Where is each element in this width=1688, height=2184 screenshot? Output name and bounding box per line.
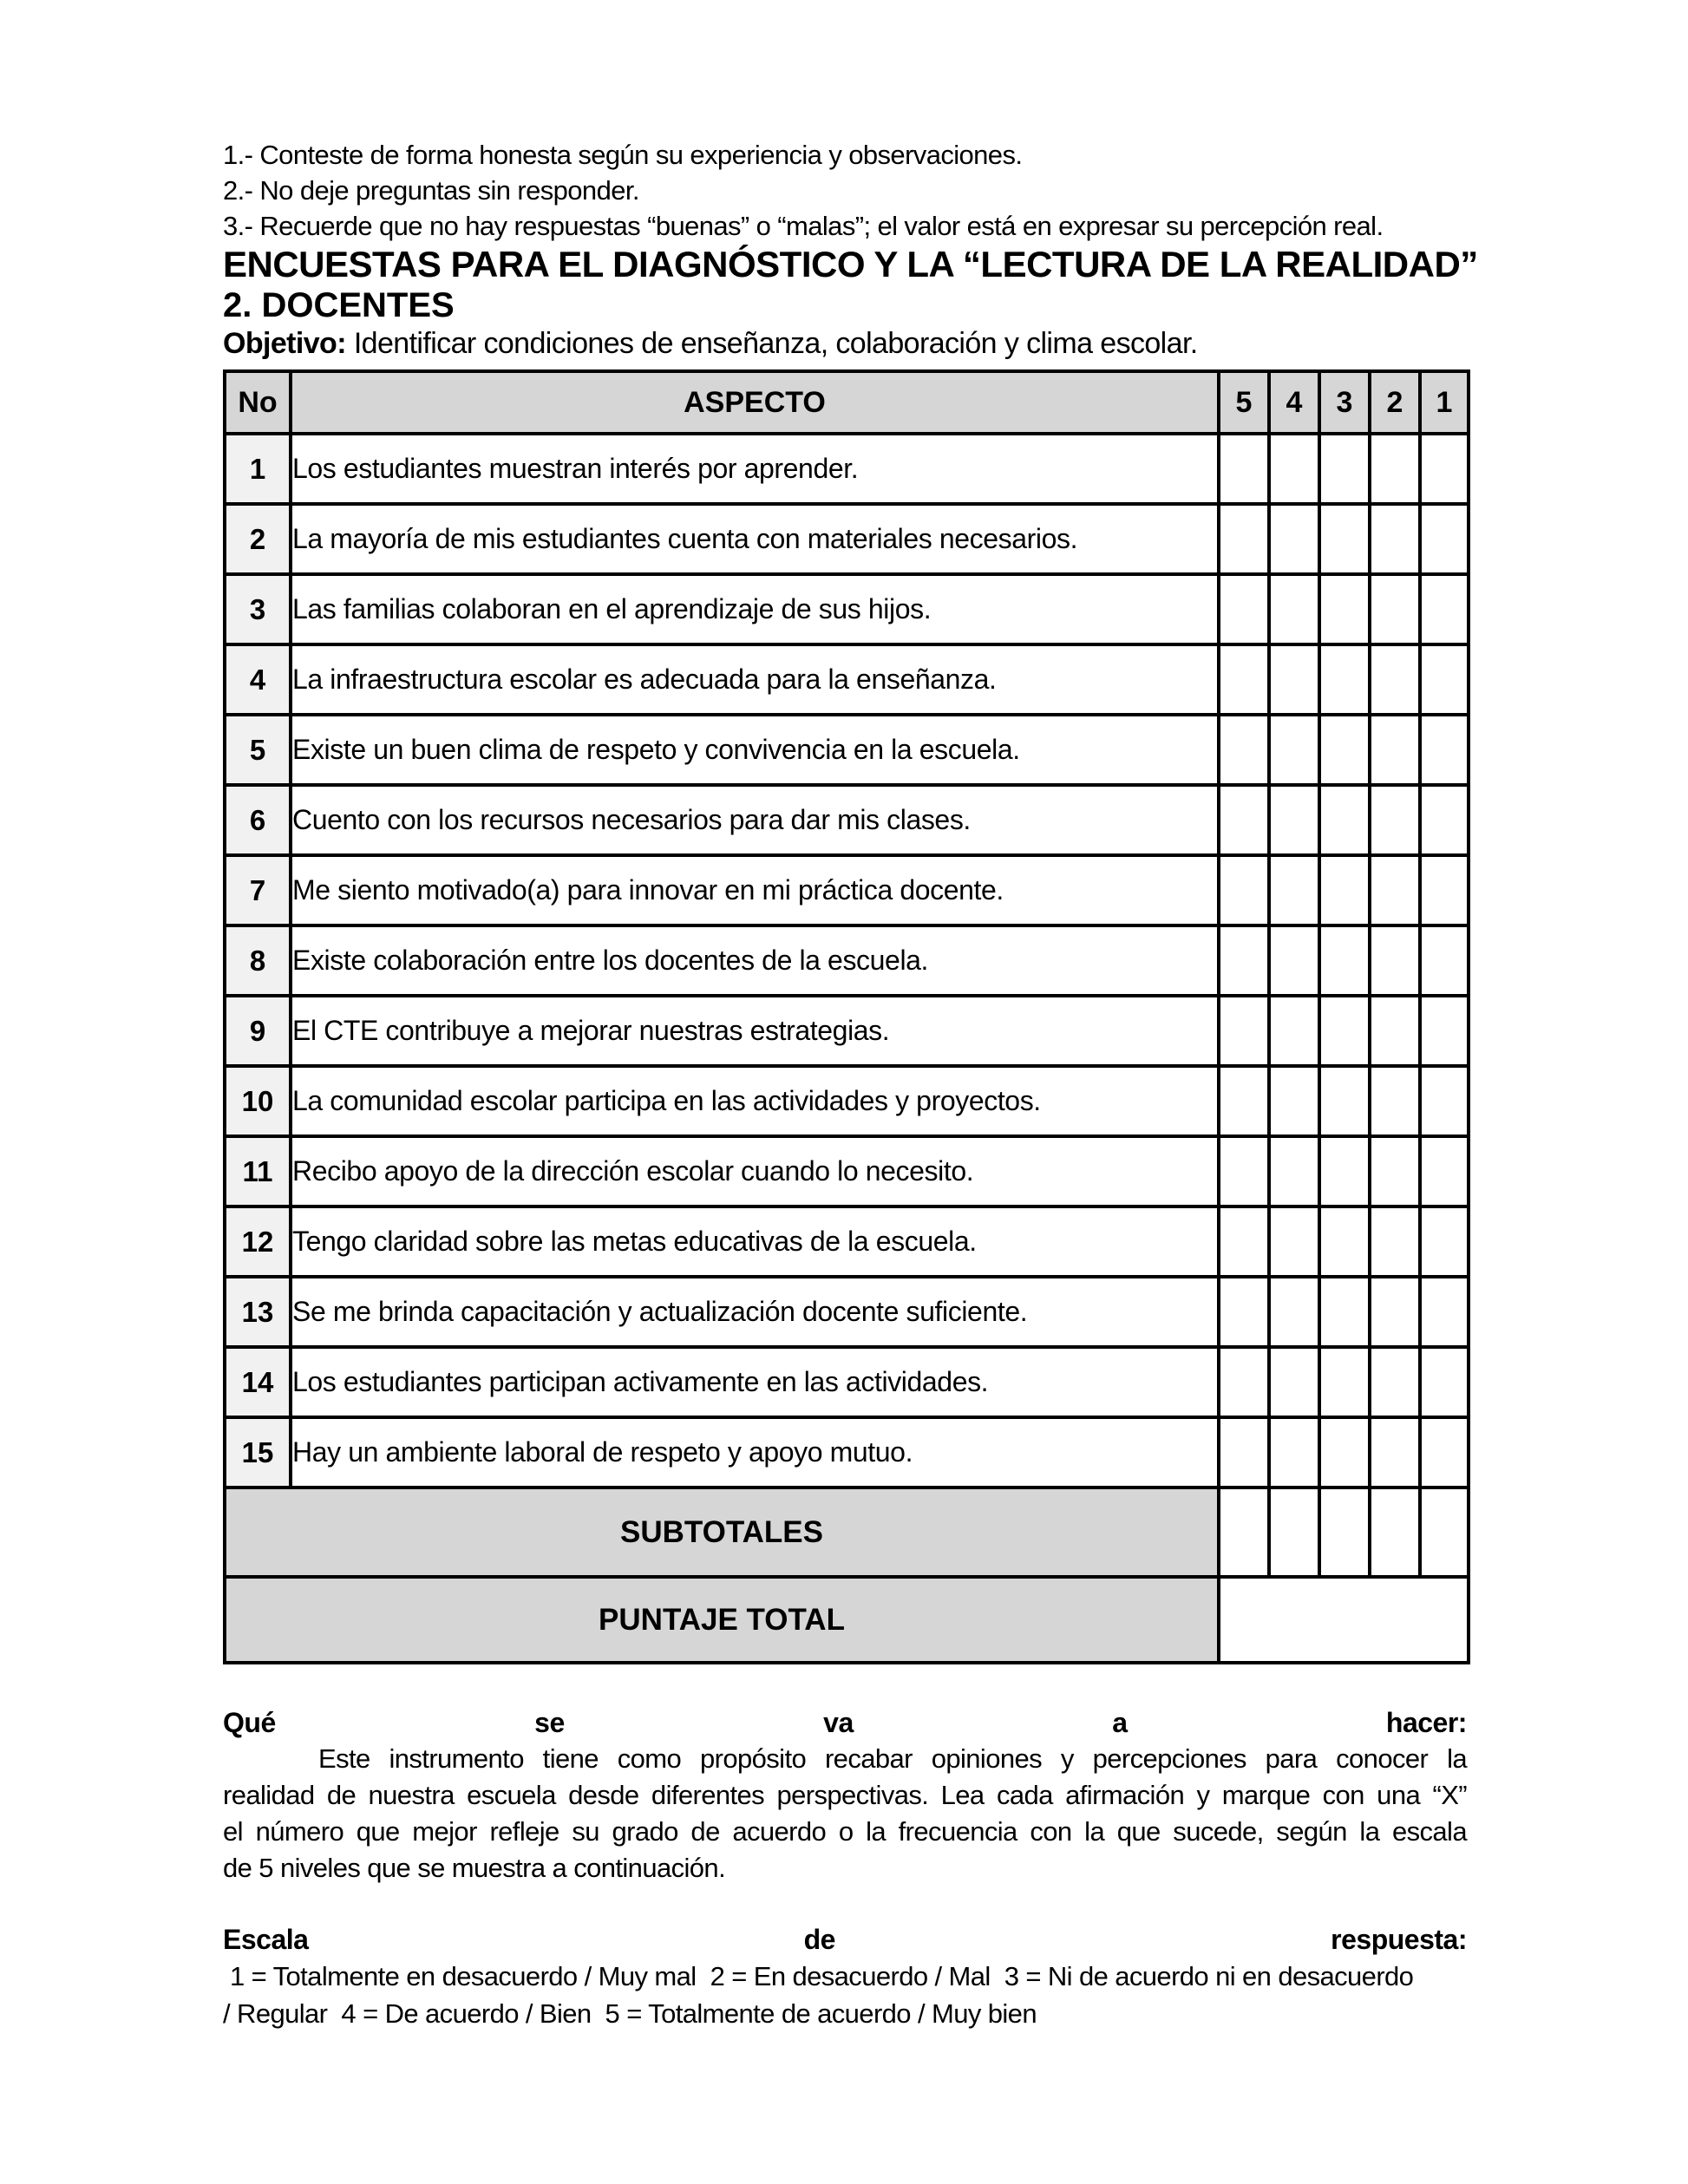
header-rating-2: 2	[1370, 371, 1420, 434]
total-row	[225, 1577, 1469, 1663]
rating-cell	[1319, 1277, 1370, 1347]
row-number: 5	[225, 715, 291, 785]
paragraph-line: de 5 niveles que se muestra a continuación.	[223, 1853, 726, 1883]
subtotal-cell	[1269, 1488, 1319, 1577]
rating-cell	[1420, 504, 1469, 574]
heading-word: de	[803, 1924, 835, 1955]
rating-cell	[1319, 715, 1370, 785]
rating-cell	[1420, 1136, 1469, 1206]
rating-cell	[1370, 1417, 1420, 1488]
rating-cell	[1269, 504, 1319, 574]
rating-cell	[1219, 504, 1269, 574]
table-row	[225, 574, 1469, 644]
heading-word: se	[534, 1707, 565, 1738]
header-rating-5: 5	[1219, 371, 1269, 434]
table-row	[225, 644, 1469, 715]
paragraph-line: el número que mejor refleje su grado de acuerdo o la frecuencia con la que sucede, según la escala	[223, 1816, 1467, 1847]
row-number: 10	[225, 1066, 291, 1136]
rating-cell	[1269, 1206, 1319, 1277]
header-aspecto: ASPECTO	[291, 371, 1219, 434]
rating-cell	[1370, 925, 1420, 996]
table-row	[225, 1277, 1469, 1347]
aspect-text: Existe un buen clima de respeto y convivencia en la escuela.	[291, 715, 1219, 785]
subtotal-cell	[1219, 1488, 1269, 1577]
instruction-line-2: 2.- No deje preguntas sin responder.	[223, 175, 639, 206]
paragraph-line: Este instrumento tiene como propósito recabar opiniones y percepciones para conocer la	[318, 1743, 1467, 1774]
rating-cell	[1420, 434, 1469, 504]
rating-cell	[1219, 785, 1269, 855]
header-rating-1: 1	[1420, 371, 1469, 434]
aspect-text: Los estudiantes participan activamente en las actividades.	[291, 1347, 1219, 1417]
aspect-text: Las familias colaboran en el aprendizaje de sus hijos.	[291, 574, 1219, 644]
objective-text: Identificar condiciones de enseñanza, colaboración y clima escolar.	[353, 327, 1198, 360]
rating-cell	[1219, 1206, 1269, 1277]
aspect-text: Existe colaboración entre los docentes de la escuela.	[291, 925, 1219, 996]
table-row	[225, 1347, 1469, 1417]
rating-cell	[1319, 996, 1370, 1066]
total-label: PUNTAJE TOTAL	[225, 1577, 1219, 1663]
total-score-cell	[1219, 1577, 1469, 1663]
aspect-text: Recibo apoyo de la dirección escolar cuando lo necesito.	[291, 1136, 1219, 1206]
aspect-text: Hay un ambiente laboral de respeto y apoyo mutuo.	[291, 1417, 1219, 1488]
rating-cell	[1219, 1066, 1269, 1136]
rating-cell	[1420, 925, 1469, 996]
rating-cell	[1319, 1347, 1370, 1417]
rating-cell	[1370, 715, 1420, 785]
rating-cell	[1420, 1277, 1469, 1347]
heading-word: va	[823, 1707, 854, 1738]
subtotal-cell	[1370, 1488, 1420, 1577]
row-number: 14	[225, 1347, 291, 1417]
subtotal-cell	[1420, 1488, 1469, 1577]
rating-cell	[1219, 574, 1269, 644]
scale-heading	[223, 1921, 1467, 1958]
rating-cell	[1269, 855, 1319, 925]
subtotals-label: SUBTOTALES	[225, 1488, 1219, 1577]
rating-cell	[1219, 715, 1269, 785]
table-row	[225, 715, 1469, 785]
rating-cell	[1420, 715, 1469, 785]
rating-cell	[1269, 1417, 1319, 1488]
instructions-block	[223, 137, 1467, 244]
rating-cell	[1370, 855, 1420, 925]
rating-cell	[1269, 574, 1319, 644]
rating-cell	[1269, 1136, 1319, 1206]
aspect-text: Tengo claridad sobre las metas educativas de la escuela.	[291, 1206, 1219, 1277]
rating-cell	[1420, 644, 1469, 715]
page-title: ENCUESTAS PARA EL DIAGNÓSTICO Y LA “LECTURA DE LA REALIDAD”	[223, 244, 1478, 284]
table-row	[225, 1417, 1469, 1488]
objective-line	[223, 325, 1467, 363]
row-number: 15	[225, 1417, 291, 1488]
row-number: 4	[225, 644, 291, 715]
rating-cell	[1420, 1066, 1469, 1136]
rating-cell	[1420, 1206, 1469, 1277]
rating-cell	[1269, 1277, 1319, 1347]
subtotals-row	[225, 1488, 1469, 1577]
survey-table	[223, 369, 1470, 1664]
heading-word: a	[1112, 1707, 1128, 1738]
rating-cell	[1219, 1277, 1269, 1347]
rating-cell	[1319, 574, 1370, 644]
rating-cell	[1420, 1417, 1469, 1488]
rating-cell	[1219, 1417, 1269, 1488]
rating-cell	[1269, 1347, 1319, 1417]
rating-cell	[1219, 1136, 1269, 1206]
what-to-do-paragraph	[223, 1741, 1467, 1886]
rating-cell	[1269, 996, 1319, 1066]
table-row	[225, 1136, 1469, 1206]
table-row	[225, 855, 1469, 925]
row-number: 6	[225, 785, 291, 855]
rating-cell	[1319, 1417, 1370, 1488]
row-number: 7	[225, 855, 291, 925]
table-row	[225, 434, 1469, 504]
rating-cell	[1319, 925, 1370, 996]
aspect-text: La comunidad escolar participa en las actividades y proyectos.	[291, 1066, 1219, 1136]
rating-cell	[1219, 644, 1269, 715]
rating-cell	[1269, 1066, 1319, 1136]
aspect-text: El CTE contribuye a mejorar nuestras estrategias.	[291, 996, 1219, 1066]
rating-cell	[1420, 1347, 1469, 1417]
rating-cell	[1420, 574, 1469, 644]
table-row	[225, 996, 1469, 1066]
instruction-line-3: 3.- Recuerde que no hay respuestas “buenas” o “malas”; el valor está en expresar su percepción real.	[223, 211, 1384, 241]
rating-cell	[1219, 855, 1269, 925]
row-number: 3	[225, 574, 291, 644]
paragraph-line: realidad de nuestra escuela desde diferentes perspectivas. Lea cada afirmación y marque con una “X”	[223, 1780, 1467, 1810]
rating-cell	[1370, 996, 1420, 1066]
row-number: 9	[225, 996, 291, 1066]
rating-cell	[1219, 434, 1269, 504]
rating-cell	[1319, 644, 1370, 715]
aspect-text: Cuento con los recursos necesarios para dar mis clases.	[291, 785, 1219, 855]
rating-cell	[1269, 925, 1319, 996]
scale-line: / Regular 4 = De acuerdo / Bien 5 = Totalmente de acuerdo / Muy bien	[223, 1998, 1037, 2029]
rating-cell	[1370, 1277, 1420, 1347]
rating-cell	[1269, 644, 1319, 715]
rating-cell	[1269, 785, 1319, 855]
aspect-text: Se me brinda capacitación y actualización docente suficiente.	[291, 1277, 1219, 1347]
rating-cell	[1319, 1066, 1370, 1136]
rating-cell	[1370, 644, 1420, 715]
rating-cell	[1269, 715, 1319, 785]
table-row	[225, 785, 1469, 855]
what-to-do-heading	[223, 1704, 1467, 1741]
scale-line: 1 = Totalmente en desacuerdo / Muy mal 2 = En desacuerdo / Mal 3 = Ni de acuerdo ni en desacuerdo	[223, 1961, 1414, 1991]
rating-cell	[1219, 1347, 1269, 1417]
rating-cell	[1420, 996, 1469, 1066]
aspect-text: La infraestructura escolar es adecuada para la enseñanza.	[291, 644, 1219, 715]
heading-word: Qué	[223, 1707, 276, 1738]
page-content	[223, 137, 1478, 2032]
aspect-text: La mayoría de mis estudiantes cuenta con materiales necesarios.	[291, 504, 1219, 574]
table-row	[225, 1206, 1469, 1277]
row-number: 8	[225, 925, 291, 996]
rating-cell	[1219, 925, 1269, 996]
subtotal-cell	[1319, 1488, 1370, 1577]
rating-cell	[1370, 574, 1420, 644]
rating-cell	[1319, 504, 1370, 574]
row-number: 11	[225, 1136, 291, 1206]
table-row	[225, 504, 1469, 574]
header-rating-4: 4	[1269, 371, 1319, 434]
scale-description	[223, 1958, 1467, 2032]
rating-cell	[1370, 1206, 1420, 1277]
rating-cell	[1370, 504, 1420, 574]
rating-cell	[1370, 785, 1420, 855]
section-heading: 2. DOCENTES	[223, 286, 455, 324]
table-row	[225, 1066, 1469, 1136]
aspect-text: Me siento motivado(a) para innovar en mi práctica docente.	[291, 855, 1219, 925]
rating-cell	[1319, 434, 1370, 504]
rating-cell	[1370, 1066, 1420, 1136]
row-number: 2	[225, 504, 291, 574]
header-no: No	[225, 371, 291, 434]
rating-cell	[1370, 1347, 1420, 1417]
rating-cell	[1370, 1136, 1420, 1206]
rating-cell	[1420, 785, 1469, 855]
table-row	[225, 925, 1469, 996]
instruction-line-1: 1.- Conteste de forma honesta según su experiencia y observaciones.	[223, 140, 1023, 170]
row-number: 1	[225, 434, 291, 504]
rating-cell	[1319, 1136, 1370, 1206]
table-header-row	[225, 371, 1469, 434]
row-number: 12	[225, 1206, 291, 1277]
rating-cell	[1319, 1206, 1370, 1277]
objective-label: Objetivo:	[223, 327, 346, 360]
heading-word: Escala	[223, 1924, 309, 1955]
aspect-text: Los estudiantes muestran interés por aprender.	[291, 434, 1219, 504]
row-number: 13	[225, 1277, 291, 1347]
rating-cell	[1319, 785, 1370, 855]
heading-word: hacer:	[1385, 1707, 1467, 1738]
rating-cell	[1269, 434, 1319, 504]
heading-word: respuesta:	[1331, 1924, 1467, 1955]
rating-cell	[1370, 434, 1420, 504]
rating-cell	[1219, 996, 1269, 1066]
header-rating-3: 3	[1319, 371, 1370, 434]
rating-cell	[1420, 855, 1469, 925]
rating-cell	[1319, 855, 1370, 925]
